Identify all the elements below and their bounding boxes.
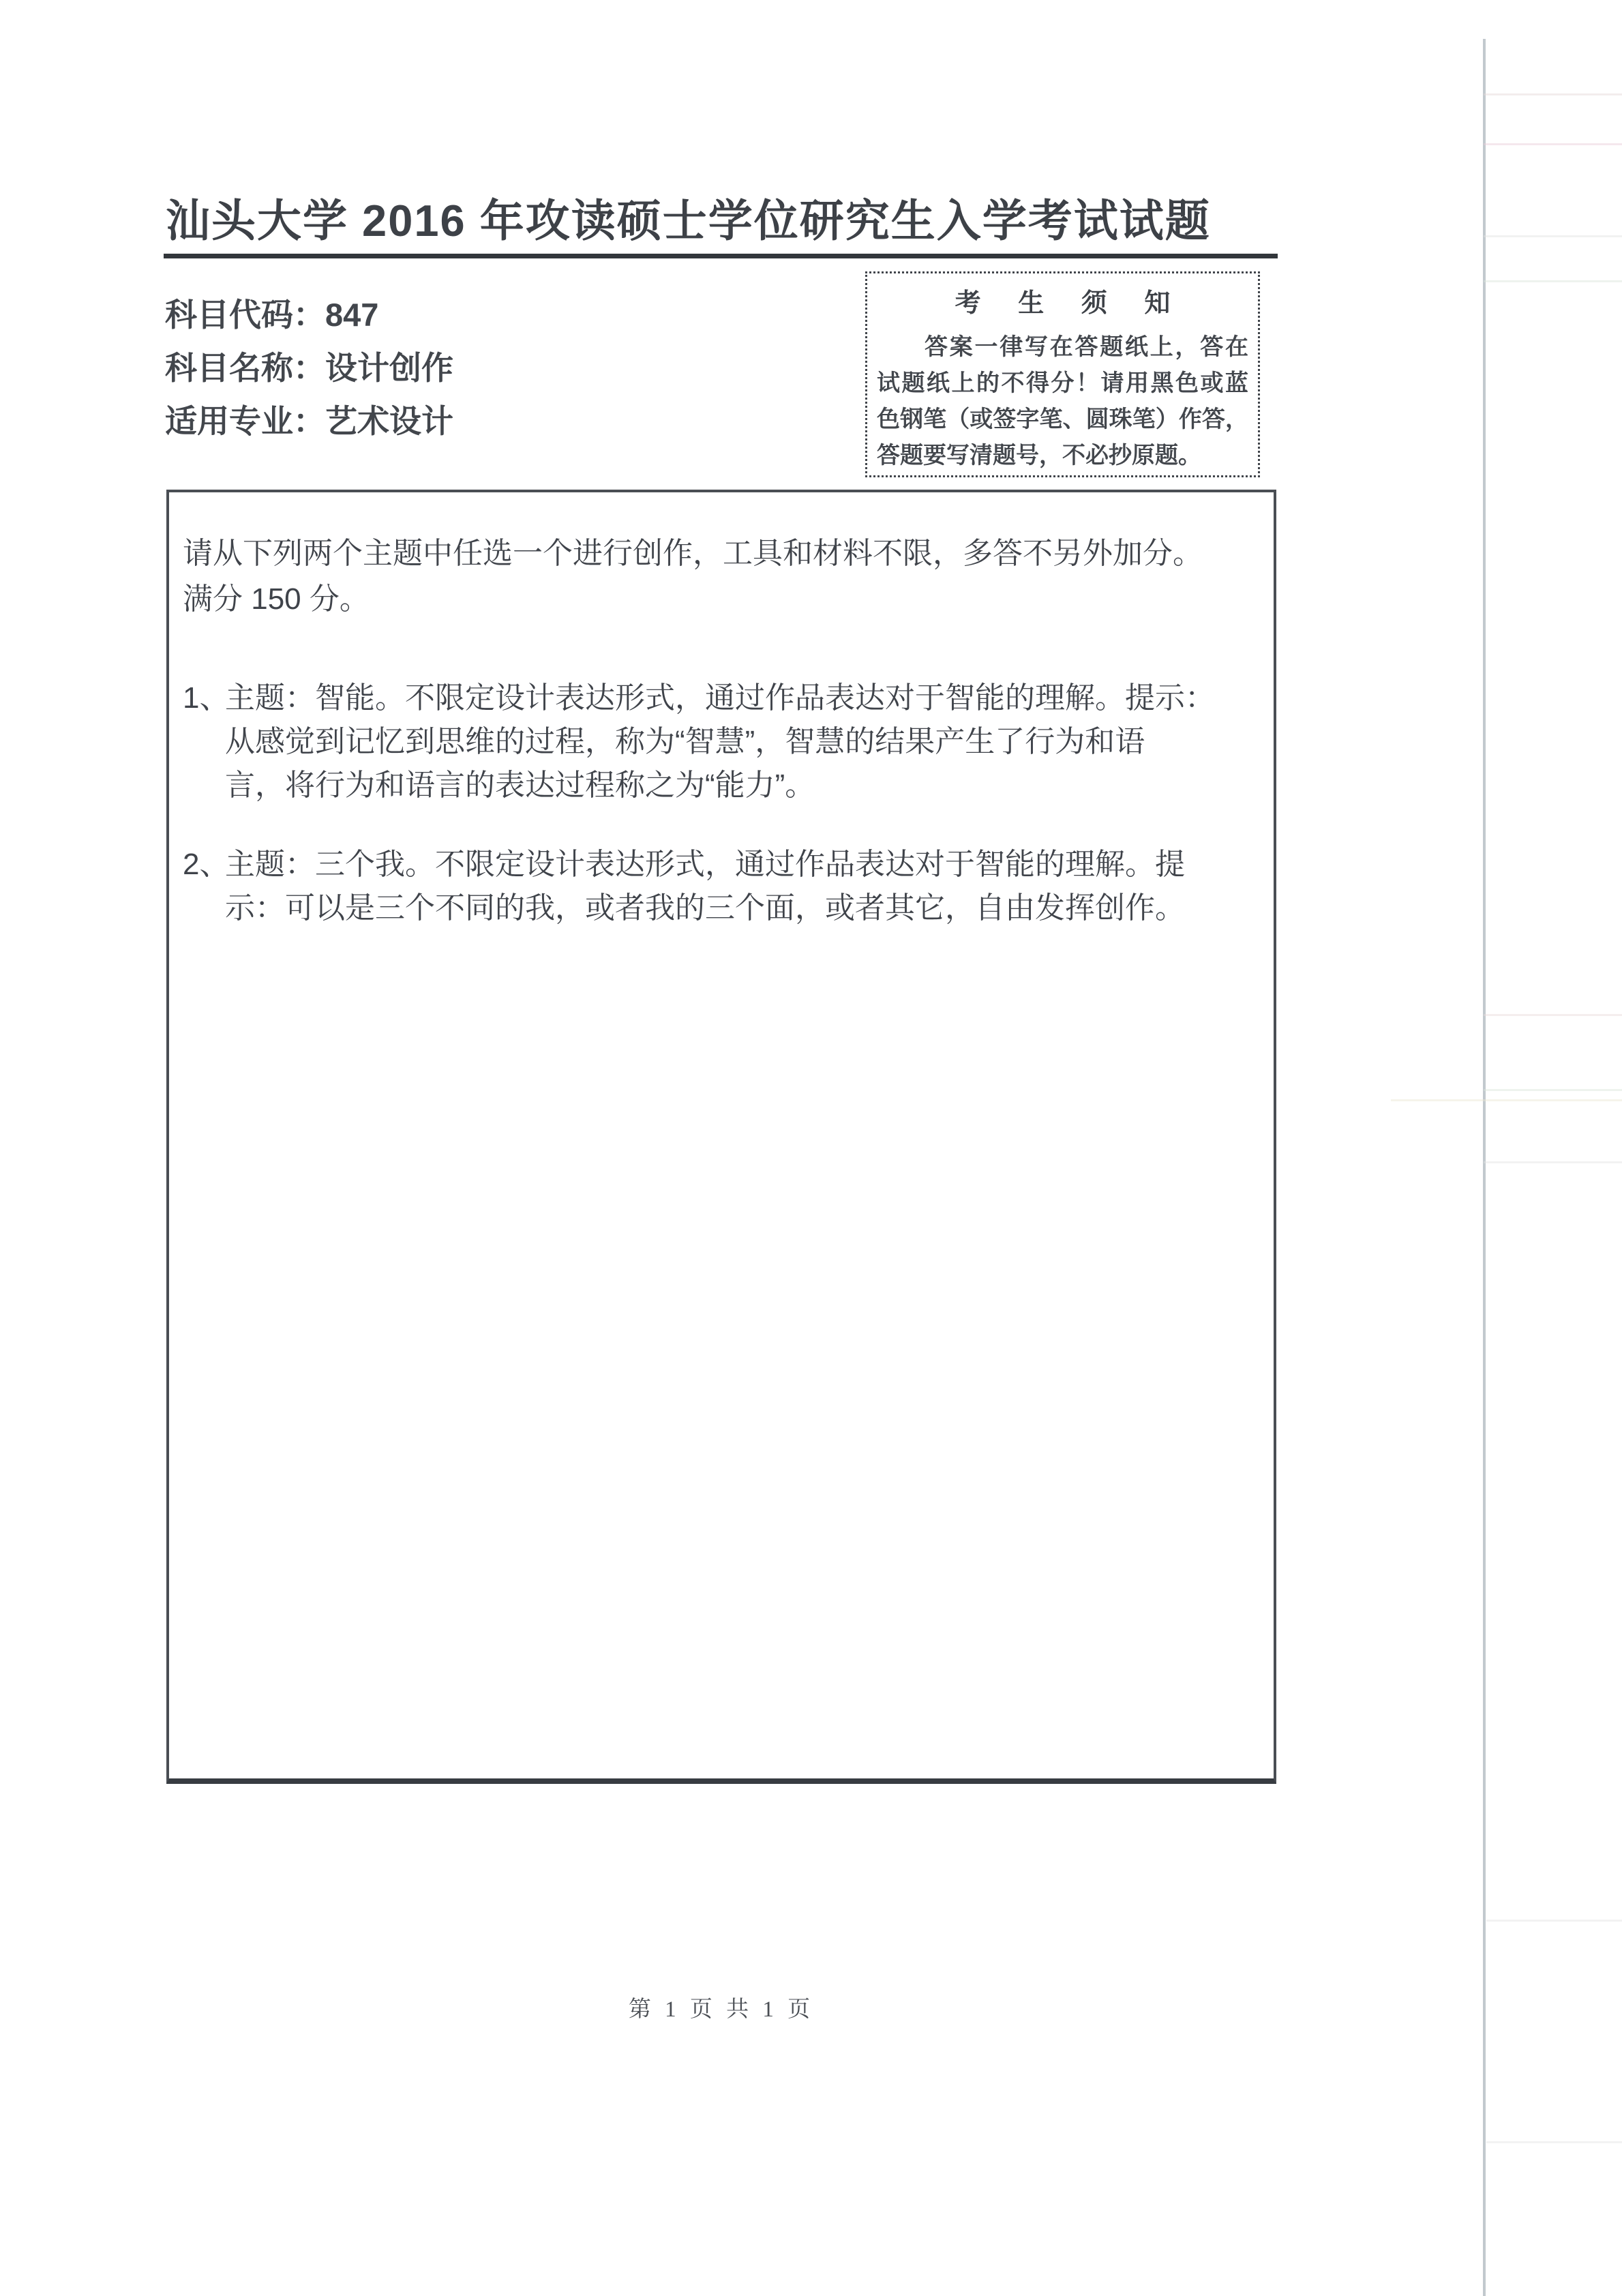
subject-code: 科目代码：847 [165, 297, 379, 333]
subject-meta-block [165, 288, 779, 448]
question-1-line: 言，将行为和语言的表达过程称之为“能力”。 [225, 769, 815, 802]
notice-line: 答案一律写在答题纸上，答在 [925, 334, 1248, 360]
question-1 [183, 676, 1260, 807]
question-1-line: 主题：智能。不限定设计表达形式，通过作品表达对于智能的理解。提示： [225, 681, 1215, 715]
question-2 [183, 843, 1260, 930]
notice-line: 色钢笔（或签字笔、圆珠笔）作答， [877, 406, 1248, 432]
question-1-line: 从感觉到记忆到思维的过程，称为“智慧”，智慧的结果产生了行为和语 [225, 725, 1145, 758]
scan-artifact-line [1484, 1161, 1622, 1163]
notice-line: 答题要写清题号，不必抄原题。 [877, 443, 1201, 468]
scan-artifact-line [1484, 235, 1622, 237]
scan-artifact-line [1484, 280, 1622, 282]
page-title: 汕头大学 2016 年攻读硕士学位研究生入学考试试题 [166, 196, 1211, 245]
exam-instructions [183, 531, 1260, 622]
question-1-number: 1、 [183, 681, 230, 715]
instruction-line: 请从下列两个主题中任选一个进行创作，工具和材料不限，多答不另外加分。 [183, 537, 1203, 570]
scan-artifact-line [1486, 1920, 1622, 1922]
scan-artifact-vertical-line [1483, 39, 1486, 2296]
subject-name: 科目名称：设计创作 [165, 350, 453, 386]
question-2-line: 主题：三个我。不限定设计表达形式，通过作品表达对于智能的理解。提 [225, 848, 1185, 881]
scan-artifact-line [1486, 2141, 1622, 2143]
scan-artifact-line [1391, 1099, 1622, 1101]
scan-artifact-line [1484, 1014, 1622, 1016]
applicable-major: 适用专业：艺术设计 [165, 403, 453, 439]
scan-artifact-line [1484, 143, 1622, 145]
notice-body [877, 329, 1248, 474]
question-area-box [166, 490, 1276, 1784]
question-2-line: 示：可以是三个不同的我，或者我的三个面，或者其它，自由发挥创作。 [225, 891, 1185, 925]
scan-artifact-line [1484, 1089, 1622, 1091]
page-number-footer: 第 1 页 共 1 页 [628, 1997, 815, 2022]
title-underline [164, 254, 1278, 258]
candidate-notice-box [865, 271, 1260, 477]
notice-title: 考 生 须 知 [955, 289, 1186, 318]
instruction-line: 满分 150 分。 [183, 582, 370, 616]
scan-artifact-line [1484, 93, 1622, 95]
notice-line: 试题纸上的不得分！请用黑色或蓝 [877, 370, 1248, 396]
question-2-number: 2、 [183, 848, 230, 881]
